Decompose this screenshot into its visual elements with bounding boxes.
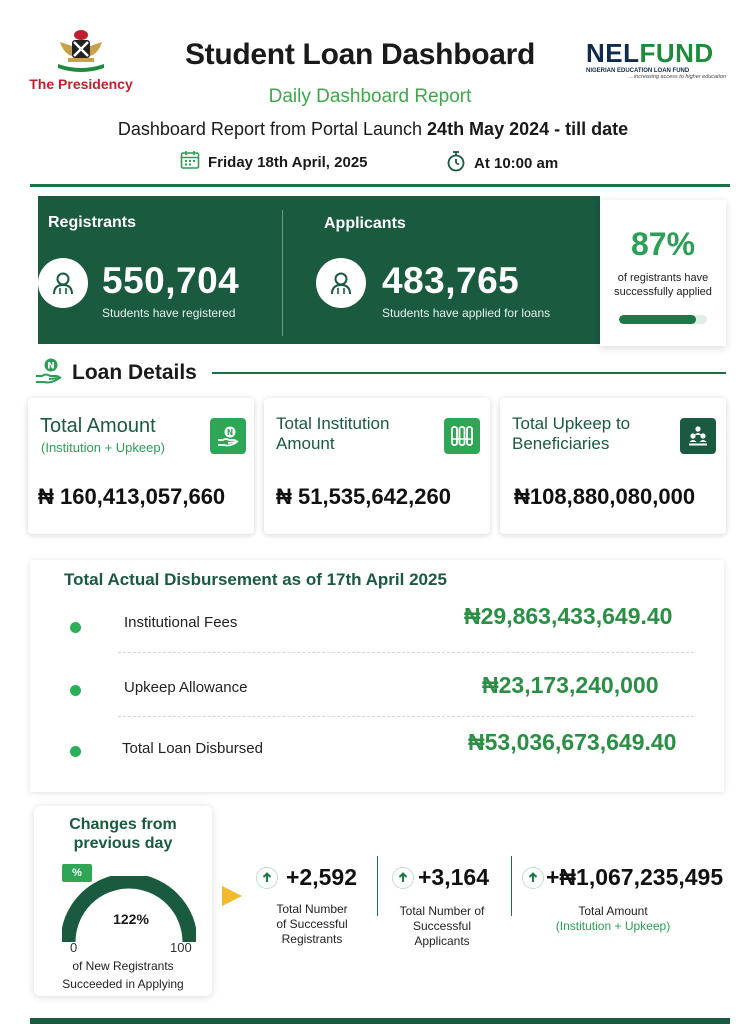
institution-amount-value: ₦ 51,535,642,260 bbox=[276, 484, 451, 509]
institution-amount-title bbox=[276, 414, 389, 454]
footer-bar bbox=[30, 1018, 730, 1024]
total-loan-disbursed-label: Total Loan Disbursed bbox=[122, 740, 263, 757]
registrants-count: 550,704 bbox=[102, 260, 240, 301]
money-hand-icon bbox=[210, 418, 246, 454]
caption-line: Registrants bbox=[281, 932, 343, 946]
caption-line: Successful bbox=[412, 919, 472, 933]
caption-line: of Successful bbox=[276, 917, 348, 931]
total-amount-subtitle: (Institution + Upkeep) bbox=[41, 440, 165, 455]
report-period-bold: 24th May 2024 - till date bbox=[427, 119, 629, 139]
total-amount-card bbox=[28, 398, 254, 534]
institution-building-icon bbox=[444, 418, 480, 454]
applicants-label: Applicants bbox=[324, 215, 406, 232]
application-rate-value: 87% bbox=[630, 226, 696, 262]
stats-divider bbox=[282, 210, 283, 336]
gauge-min: 0 bbox=[70, 940, 78, 955]
application-rate-caption-1: of registrants have bbox=[617, 272, 709, 284]
registrants-change-caption bbox=[252, 902, 372, 947]
change-divider bbox=[377, 856, 378, 916]
beneficiaries-group-icon bbox=[680, 418, 716, 454]
logo-nel-text: NEL bbox=[586, 38, 640, 68]
gauge-caption-line-1: of New Registrants bbox=[72, 959, 174, 973]
svg-text:N: N bbox=[226, 428, 234, 437]
changes-title-line-1: Changes from bbox=[69, 816, 177, 833]
upkeep-amount-title bbox=[512, 414, 630, 454]
application-rate-caption-2: successfully applied bbox=[614, 286, 712, 298]
gauge-caption bbox=[34, 957, 212, 993]
caption-line: Total Number of bbox=[399, 904, 485, 918]
report-time: At 10:00 am bbox=[474, 154, 559, 172]
bullet-dot bbox=[70, 746, 81, 757]
amount-change-value: +₦1,067,235,495 bbox=[546, 864, 724, 890]
institutional-fees-value: ₦29,863,433,649.40 bbox=[464, 603, 673, 629]
logo-fund-text: FUND bbox=[639, 38, 714, 68]
up-arrow-icon bbox=[392, 867, 414, 889]
upkeep-title-line-1: Total Upkeep to bbox=[512, 414, 631, 433]
presidency-block bbox=[22, 28, 140, 92]
registrants-caption: Students have registered bbox=[102, 306, 236, 320]
registrants-label: Registrants bbox=[48, 214, 137, 231]
amount-change-subcaption: (Institution + Upkeep) bbox=[555, 919, 671, 933]
institution-title-line-2: Amount bbox=[276, 434, 335, 453]
registrants-change-value: +2,592 bbox=[286, 864, 357, 890]
applicants-user-icon bbox=[316, 258, 366, 308]
registrants-user-icon bbox=[38, 258, 88, 308]
gauge-value: 122% bbox=[113, 911, 149, 927]
pointer-arrow-icon bbox=[222, 886, 242, 906]
applicants-caption: Students have applied for loans bbox=[382, 306, 551, 320]
date-row bbox=[180, 150, 368, 174]
calendar-icon bbox=[180, 150, 200, 174]
presidency-label: The Presidency bbox=[29, 76, 133, 92]
application-rate-bar bbox=[619, 315, 707, 324]
institutional-fees-label: Institutional Fees bbox=[124, 614, 238, 631]
bullet-dot bbox=[70, 622, 81, 633]
report-date: Friday 18th April, 2025 bbox=[208, 153, 368, 171]
total-loan-disbursed-value: ₦53,036,673,649.40 bbox=[468, 729, 677, 755]
gauge-max: 100 bbox=[170, 940, 192, 955]
upkeep-amount-value: ₦108,880,080,000 bbox=[514, 484, 696, 509]
institution-title-line-1: Total Institution bbox=[276, 414, 390, 433]
applicants-change-value: +3,164 bbox=[418, 864, 489, 890]
up-arrow-icon bbox=[256, 867, 278, 889]
loan-hand-coin-icon bbox=[34, 356, 64, 386]
gauge-caption-line-2: Succeeded in Applying bbox=[62, 977, 184, 991]
change-divider bbox=[511, 856, 512, 916]
upkeep-allowance-value: ₦23,173,240,000 bbox=[482, 672, 659, 698]
logo-subtitle: NIGERIAN EDUCATION LOAN FUND bbox=[586, 68, 690, 74]
loan-details-rule bbox=[212, 372, 726, 374]
amount-change-caption: Total Amount bbox=[578, 904, 648, 918]
row-separator bbox=[118, 652, 694, 653]
upkeep-title-line-2: Beneficiaries bbox=[512, 434, 610, 453]
caption-line: Applicants bbox=[414, 934, 470, 948]
coat-of-arms-icon bbox=[50, 28, 112, 74]
logo-tagline: ...increasing access to higher education bbox=[629, 74, 726, 80]
nelfund-logo bbox=[586, 40, 726, 80]
application-rate-bar-fill bbox=[619, 315, 696, 324]
header-divider bbox=[30, 184, 730, 187]
institution-amount-card bbox=[264, 398, 490, 534]
bullet-dot bbox=[70, 685, 81, 696]
upkeep-amount-card bbox=[500, 398, 726, 534]
applicants-count: 483,765 bbox=[382, 260, 520, 301]
percent-badge: % bbox=[62, 864, 92, 882]
applicants-change-caption bbox=[384, 904, 500, 949]
changes-title-line-2: previous day bbox=[73, 835, 173, 852]
changes-title bbox=[34, 815, 212, 853]
report-prefix: Dashboard Report from Portal Launch bbox=[117, 119, 428, 139]
total-amount-title: Total Amount bbox=[40, 415, 156, 437]
upkeep-allowance-label: Upkeep Allowance bbox=[124, 679, 248, 696]
up-arrow-icon bbox=[522, 867, 544, 889]
caption-line: Total Number bbox=[276, 902, 348, 916]
loan-details-heading: Loan Details bbox=[72, 361, 197, 384]
report-period bbox=[40, 119, 706, 140]
total-amount-value: ₦ 160,413,057,660 bbox=[38, 484, 226, 509]
disbursement-title: Total Actual Disbursement as of 17th April 2025 bbox=[64, 570, 447, 589]
stopwatch-icon bbox=[446, 150, 466, 176]
application-rate-card bbox=[600, 200, 726, 346]
time-row bbox=[446, 150, 558, 176]
svg-text:N: N bbox=[47, 361, 55, 372]
page-title: Student Loan Dashboard bbox=[184, 38, 536, 71]
report-subtitle: Daily Dashboard Report bbox=[268, 86, 472, 107]
row-separator bbox=[118, 716, 694, 717]
